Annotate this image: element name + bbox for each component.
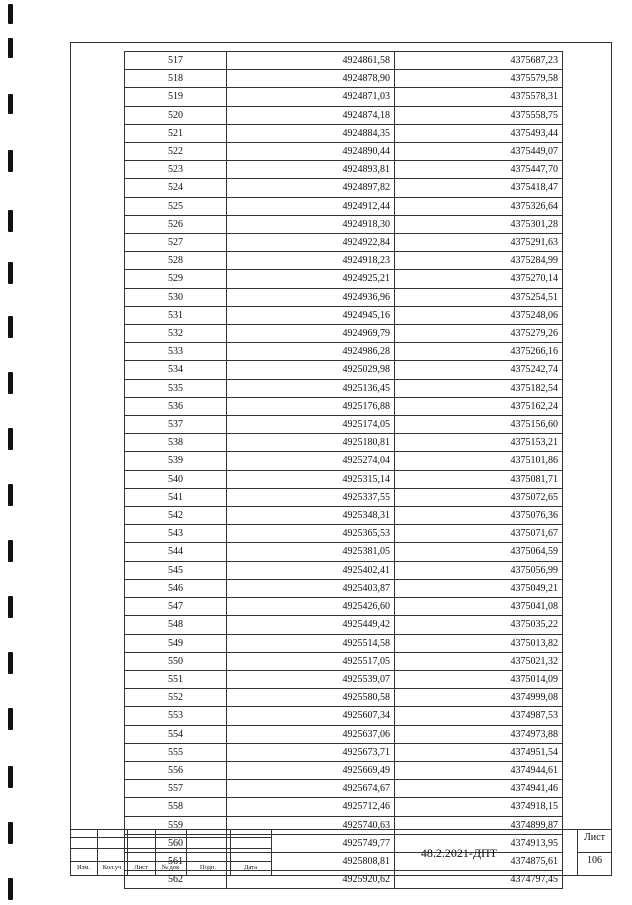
- x-coordinate-cell: 4924936,96: [227, 288, 395, 306]
- binding-mark: [8, 766, 13, 788]
- x-coordinate-cell: 4925176,88: [227, 397, 395, 415]
- table-row: [125, 197, 563, 215]
- coordinates-table: [124, 51, 563, 889]
- point-number-cell: 542: [125, 507, 227, 525]
- table-row: [125, 179, 563, 197]
- binding-mark: [8, 428, 13, 450]
- point-number-cell: 529: [125, 270, 227, 288]
- binding-mark: [8, 94, 13, 114]
- table-row: [125, 434, 563, 452]
- x-coordinate-cell: 4925740,63: [227, 816, 395, 834]
- x-coordinate-cell: 4925607,34: [227, 707, 395, 725]
- binding-mark: [8, 652, 13, 674]
- y-coordinate-cell: 4375558,75: [395, 106, 563, 124]
- y-coordinate-cell: 4375266,16: [395, 343, 563, 361]
- x-coordinate-cell: 4924884,35: [227, 124, 395, 142]
- point-number-cell: 535: [125, 379, 227, 397]
- y-coordinate-cell: 4375071,67: [395, 525, 563, 543]
- x-coordinate-cell: 4924925,21: [227, 270, 395, 288]
- table-row: [125, 397, 563, 415]
- table-row: [125, 234, 563, 252]
- x-coordinate-cell: 4925808,81: [227, 852, 395, 870]
- x-coordinate-cell: 4925136,45: [227, 379, 395, 397]
- sheet-number: 106: [587, 855, 602, 866]
- y-coordinate-cell: 4375301,28: [395, 215, 563, 233]
- x-coordinate-cell: 4925337,55: [227, 488, 395, 506]
- point-number-cell: 552: [125, 689, 227, 707]
- point-number-cell: 520: [125, 106, 227, 124]
- binding-mark: [8, 878, 13, 900]
- table-row: [125, 634, 563, 652]
- point-number-cell: 551: [125, 670, 227, 688]
- point-number-cell: 541: [125, 488, 227, 506]
- x-coordinate-cell: 4925580,58: [227, 689, 395, 707]
- sheet-col-label: Лист: [134, 864, 148, 871]
- y-coordinate-cell: 4375021,32: [395, 652, 563, 670]
- document-code: 48.2.2021-ДПТ: [420, 846, 498, 860]
- table-row: [125, 798, 563, 816]
- point-number-cell: 538: [125, 434, 227, 452]
- point-number-cell: 525: [125, 197, 227, 215]
- x-coordinate-cell: 4925637,06: [227, 725, 395, 743]
- y-coordinate-cell: 4374999,08: [395, 689, 563, 707]
- table-row: [125, 761, 563, 779]
- doc-number-label: № док: [161, 864, 180, 871]
- quantity-label: Кол.уч: [102, 864, 122, 871]
- table-row: [125, 616, 563, 634]
- y-coordinate-cell: 4374944,61: [395, 761, 563, 779]
- title-block-divider: [70, 848, 271, 849]
- table-row: [125, 343, 563, 361]
- point-number-cell: 550: [125, 652, 227, 670]
- y-coordinate-cell: 4375447,70: [395, 161, 563, 179]
- x-coordinate-cell: 4924912,44: [227, 197, 395, 215]
- point-number-cell: 559: [125, 816, 227, 834]
- table-row: [125, 598, 563, 616]
- point-number-cell: 536: [125, 397, 227, 415]
- table-row: [125, 652, 563, 670]
- y-coordinate-cell: 4375284,99: [395, 252, 563, 270]
- point-number-cell: 553: [125, 707, 227, 725]
- binding-mark: [8, 316, 13, 338]
- x-coordinate-cell: 4925920,62: [227, 871, 395, 889]
- y-coordinate-cell: 4375326,64: [395, 197, 563, 215]
- y-coordinate-cell: 4374941,46: [395, 780, 563, 798]
- x-coordinate-cell: 4925517,05: [227, 652, 395, 670]
- title-block-divider: [577, 852, 612, 853]
- table-row: [125, 143, 563, 161]
- x-coordinate-cell: 4924922,84: [227, 234, 395, 252]
- table-row: [125, 579, 563, 597]
- title-block-divider: [70, 837, 271, 838]
- table-row: [125, 252, 563, 270]
- y-coordinate-cell: 4375153,21: [395, 434, 563, 452]
- table-row: [125, 379, 563, 397]
- binding-mark: [8, 372, 13, 394]
- y-coordinate-cell: 4375493,44: [395, 124, 563, 142]
- table-row: [125, 707, 563, 725]
- change-label: Изм.: [77, 864, 90, 871]
- x-coordinate-cell: 4925426,60: [227, 598, 395, 616]
- y-coordinate-cell: 4375687,23: [395, 52, 563, 70]
- x-coordinate-cell: 4924871,03: [227, 88, 395, 106]
- y-coordinate-cell: 4374987,53: [395, 707, 563, 725]
- y-coordinate-cell: 4375270,14: [395, 270, 563, 288]
- table-row: [125, 361, 563, 379]
- binding-mark: [8, 4, 13, 24]
- x-coordinate-cell: 4924918,23: [227, 252, 395, 270]
- x-coordinate-cell: 4924878,90: [227, 70, 395, 88]
- x-coordinate-cell: 4925674,67: [227, 780, 395, 798]
- binding-mark: [8, 540, 13, 562]
- x-coordinate-cell: 4925348,31: [227, 507, 395, 525]
- point-number-cell: 544: [125, 543, 227, 561]
- x-coordinate-cell: 4924918,30: [227, 215, 395, 233]
- y-coordinate-cell: 4375076,36: [395, 507, 563, 525]
- x-coordinate-cell: 4925712,46: [227, 798, 395, 816]
- binding-mark: [8, 484, 13, 506]
- binding-mark: [8, 708, 13, 730]
- table-row: [125, 306, 563, 324]
- point-number-cell: 545: [125, 561, 227, 579]
- x-coordinate-cell: 4925315,14: [227, 470, 395, 488]
- y-coordinate-cell: 4375156,60: [395, 416, 563, 434]
- point-number-cell: 524: [125, 179, 227, 197]
- y-coordinate-cell: 4374973,88: [395, 725, 563, 743]
- point-number-cell: 539: [125, 452, 227, 470]
- y-coordinate-cell: 4375049,21: [395, 579, 563, 597]
- point-number-cell: 531: [125, 306, 227, 324]
- y-coordinate-cell: 4375035,22: [395, 616, 563, 634]
- y-coordinate-cell: 4375418,47: [395, 179, 563, 197]
- y-coordinate-cell: 4375064,59: [395, 543, 563, 561]
- y-coordinate-cell: 4375279,26: [395, 325, 563, 343]
- y-coordinate-cell: 4375291,63: [395, 234, 563, 252]
- y-coordinate-cell: 4375578,31: [395, 88, 563, 106]
- y-coordinate-cell: 4374797,45: [395, 871, 563, 889]
- y-coordinate-cell: 4375248,06: [395, 306, 563, 324]
- y-coordinate-cell: 4375579,58: [395, 70, 563, 88]
- y-coordinate-cell: 4374913,95: [395, 834, 563, 852]
- y-coordinate-cell: 4375081,71: [395, 470, 563, 488]
- point-number-cell: 547: [125, 598, 227, 616]
- table-row: [125, 325, 563, 343]
- x-coordinate-cell: 4925365,53: [227, 525, 395, 543]
- y-coordinate-cell: 4374875,61: [395, 852, 563, 870]
- point-number-cell: 562: [125, 871, 227, 889]
- table-row: [125, 215, 563, 233]
- x-coordinate-cell: 4925514,58: [227, 634, 395, 652]
- table-row: [125, 561, 563, 579]
- signature-label: Подп.: [199, 864, 217, 871]
- y-coordinate-cell: 4375056,99: [395, 561, 563, 579]
- point-number-cell: 560: [125, 834, 227, 852]
- table-row: [125, 689, 563, 707]
- table-row: [125, 488, 563, 506]
- y-coordinate-cell: 4375013,82: [395, 634, 563, 652]
- point-number-cell: 530: [125, 288, 227, 306]
- table-row: [125, 780, 563, 798]
- table-row: [125, 525, 563, 543]
- point-number-cell: 548: [125, 616, 227, 634]
- point-number-cell: 558: [125, 798, 227, 816]
- point-number-cell: 528: [125, 252, 227, 270]
- y-coordinate-cell: 4375014,09: [395, 670, 563, 688]
- y-coordinate-cell: 4375182,54: [395, 379, 563, 397]
- x-coordinate-cell: 4925449,42: [227, 616, 395, 634]
- point-number-cell: 549: [125, 634, 227, 652]
- x-coordinate-cell: 4925180,81: [227, 434, 395, 452]
- table-row: [125, 452, 563, 470]
- title-block: [70, 829, 612, 876]
- table-row: [125, 743, 563, 761]
- y-coordinate-cell: 4375041,08: [395, 598, 563, 616]
- y-coordinate-cell: 4374951,54: [395, 743, 563, 761]
- table-row: [125, 470, 563, 488]
- x-coordinate-cell: 4925381,05: [227, 543, 395, 561]
- title-block-divider: [70, 861, 271, 862]
- y-coordinate-cell: 4375254,51: [395, 288, 563, 306]
- sheet-label: Лист: [584, 832, 605, 843]
- coordinates-table-body: [125, 52, 563, 889]
- y-coordinate-cell: 4374899,87: [395, 816, 563, 834]
- y-coordinate-cell: 4375072,65: [395, 488, 563, 506]
- point-number-cell: 554: [125, 725, 227, 743]
- x-coordinate-cell: 4925673,71: [227, 743, 395, 761]
- point-number-cell: 537: [125, 416, 227, 434]
- y-coordinate-cell: 4374918,15: [395, 798, 563, 816]
- x-coordinate-cell: 4925539,07: [227, 670, 395, 688]
- x-coordinate-cell: 4925029,98: [227, 361, 395, 379]
- point-number-cell: 526: [125, 215, 227, 233]
- table-row: [125, 416, 563, 434]
- x-coordinate-cell: 4925274,04: [227, 452, 395, 470]
- y-coordinate-cell: 4375101,86: [395, 452, 563, 470]
- table-row: [125, 725, 563, 743]
- x-coordinate-cell: 4924945,16: [227, 306, 395, 324]
- binding-mark: [8, 822, 13, 844]
- x-coordinate-cell: 4925402,41: [227, 561, 395, 579]
- table-row: [125, 124, 563, 142]
- point-number-cell: 522: [125, 143, 227, 161]
- y-coordinate-cell: 4375449,07: [395, 143, 563, 161]
- y-coordinate-cell: 4375242,74: [395, 361, 563, 379]
- table-row: [125, 106, 563, 124]
- point-number-cell: 533: [125, 343, 227, 361]
- x-coordinate-cell: 4924874,18: [227, 106, 395, 124]
- point-number-cell: 557: [125, 780, 227, 798]
- x-coordinate-cell: 4924969,79: [227, 325, 395, 343]
- point-number-cell: 556: [125, 761, 227, 779]
- binding-mark: [8, 38, 13, 58]
- table-row: [125, 161, 563, 179]
- point-number-cell: 521: [125, 124, 227, 142]
- binding-mark: [8, 150, 13, 172]
- point-number-cell: 546: [125, 579, 227, 597]
- x-coordinate-cell: 4924890,44: [227, 143, 395, 161]
- x-coordinate-cell: 4925174,05: [227, 416, 395, 434]
- table-row: [125, 270, 563, 288]
- point-number-cell: 543: [125, 525, 227, 543]
- table-row: [125, 507, 563, 525]
- x-coordinate-cell: 4924893,81: [227, 161, 395, 179]
- point-number-cell: 519: [125, 88, 227, 106]
- binding-mark: [8, 262, 13, 284]
- x-coordinate-cell: 4925669,49: [227, 761, 395, 779]
- point-number-cell: 518: [125, 70, 227, 88]
- binding-mark: [8, 596, 13, 618]
- table-row: [125, 670, 563, 688]
- x-coordinate-cell: 4925749,77: [227, 834, 395, 852]
- point-number-cell: 534: [125, 361, 227, 379]
- x-coordinate-cell: 4924986,28: [227, 343, 395, 361]
- table-row: [125, 543, 563, 561]
- x-coordinate-cell: 4925403,87: [227, 579, 395, 597]
- binding-mark: [8, 210, 13, 232]
- table-row: [125, 288, 563, 306]
- x-coordinate-cell: 4924861,58: [227, 52, 395, 70]
- point-number-cell: 517: [125, 52, 227, 70]
- point-number-cell: 561: [125, 852, 227, 870]
- y-coordinate-cell: 4375162,24: [395, 397, 563, 415]
- point-number-cell: 532: [125, 325, 227, 343]
- point-number-cell: 555: [125, 743, 227, 761]
- x-coordinate-cell: 4924897,82: [227, 179, 395, 197]
- table-row: [125, 88, 563, 106]
- table-row: [125, 52, 563, 70]
- point-number-cell: 527: [125, 234, 227, 252]
- date-label: Дата: [244, 864, 257, 871]
- title-block-divider: [271, 830, 272, 876]
- table-row: [125, 70, 563, 88]
- point-number-cell: 540: [125, 470, 227, 488]
- point-number-cell: 523: [125, 161, 227, 179]
